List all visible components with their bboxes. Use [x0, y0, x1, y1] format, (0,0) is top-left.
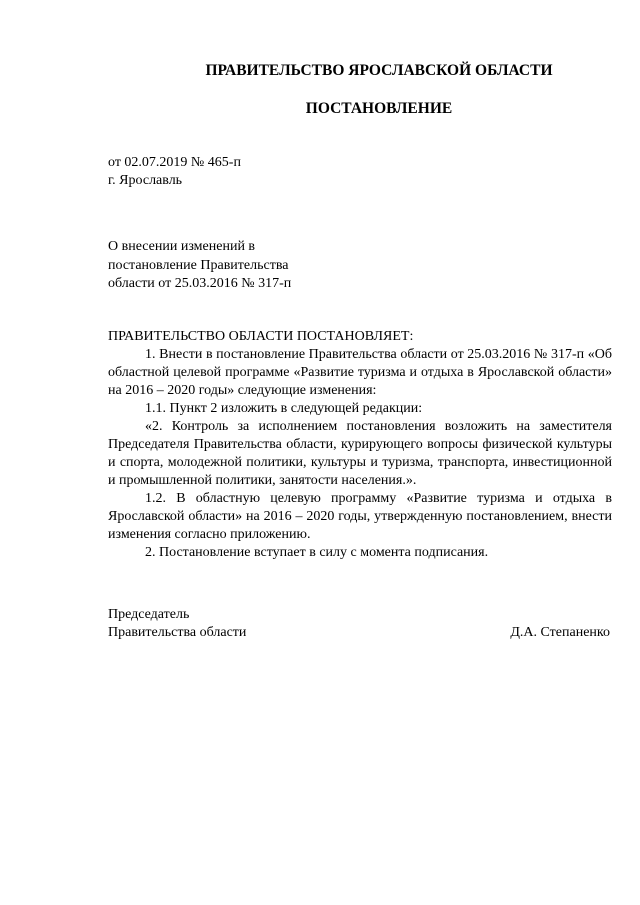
- body-paragraph: 1.1. Пункт 2 изложить в следующей редакции:: [145, 401, 423, 416]
- document-subject: [108, 238, 291, 294]
- document-type-title: ПОСТАНОВЛЕНИЕ: [305, 100, 453, 117]
- signatory-position-line2: Правительства области: [108, 625, 247, 640]
- signatory-name: Д.А. Степаненко: [510, 625, 610, 640]
- document-city: г. Ярославль: [108, 173, 183, 188]
- subject-line: О внесении изменений в: [108, 239, 256, 254]
- subject-line: области от 25.03.2016 № 317-п: [108, 276, 292, 291]
- document-body: [108, 328, 612, 562]
- body-paragraph: «2. Контроль за исполнением постановления возложить на заместителя Председателя Правительства области, курирующего вопросы физической культуры и спорта, молодежной политики, культуры и туризма, транспорта, инвестиционной и промышленной политики, занятости населения.».: [108, 419, 612, 488]
- subject-line: постановление Правительства: [108, 257, 289, 273]
- signatory-position-line1: Председатель: [108, 607, 190, 622]
- document-date-number: от 02.07.2019 № 465-п: [108, 155, 241, 170]
- body-paragraph: 1.2. В областную целевую программу «Развитие туризма и отдыха в Ярославской области» на 2016 – 2020 годы, утвержденную постановлением, внести изменения согласно приложению.: [108, 491, 612, 542]
- body-paragraph: 1. Внести в постановление Правительства области от 25.03.2016 № 317-п «Об областной целевой программе «Развитие туризма и отдыха в Ярославской области» на 2016 – 2020 годы» следующие изменения:: [108, 347, 612, 398]
- resolution-heading: ПРАВИТЕЛЬСТВО ОБЛАСТИ ПОСТАНОВЛЯЕТ:: [108, 329, 414, 344]
- body-paragraph: 2. Постановление вступает в силу с момента подписания.: [145, 545, 489, 560]
- organization-title: ПРАВИТЕЛЬСТВО ЯРОСЛАВСКОЙ ОБЛАСТИ: [205, 62, 553, 79]
